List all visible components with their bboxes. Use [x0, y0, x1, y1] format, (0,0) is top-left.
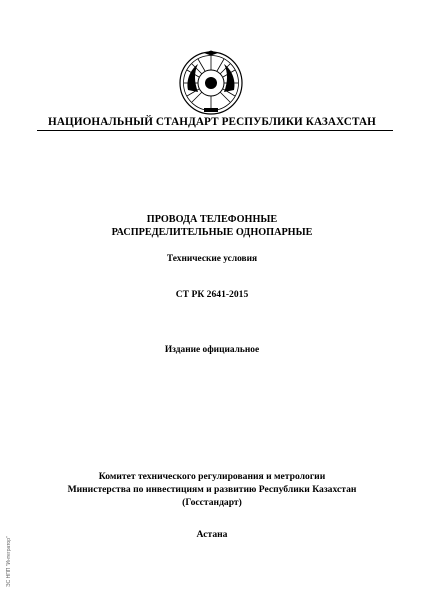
- publisher-line-1: Комитет технического регулирования и метрологии: [98, 471, 326, 482]
- standard-designation: СТ РК 2641-2015: [175, 289, 249, 300]
- document-title-line-2: РАСПРЕДЕЛИТЕЛЬНЫЕ ОДНОПАРНЫЕ: [111, 227, 313, 238]
- publication-city: Астана: [196, 529, 228, 540]
- publisher-line-3: (Госстандарт): [182, 497, 242, 508]
- side-watermark: ЭС НПП "Интегратор": [6, 536, 12, 587]
- edition-label: Издание официальное: [164, 345, 260, 355]
- national-standard-title: НАЦИОНАЛЬНЫЙ СТАНДАРТ РЕСПУБЛИКИ КАЗАХСТАН: [48, 116, 376, 128]
- document-subtitle: Технические условия: [166, 254, 258, 264]
- title-divider: [37, 130, 393, 131]
- state-emblem-kazakhstan-icon: [178, 50, 244, 116]
- document-title: [0, 213, 424, 239]
- publisher-block: [0, 470, 424, 509]
- document-title-line-1: ПРОВОДА ТЕЛЕФОННЫЕ: [146, 214, 278, 225]
- publisher-line-2: Министерства по инвестициям и развитию Республики Казахстан: [67, 484, 357, 495]
